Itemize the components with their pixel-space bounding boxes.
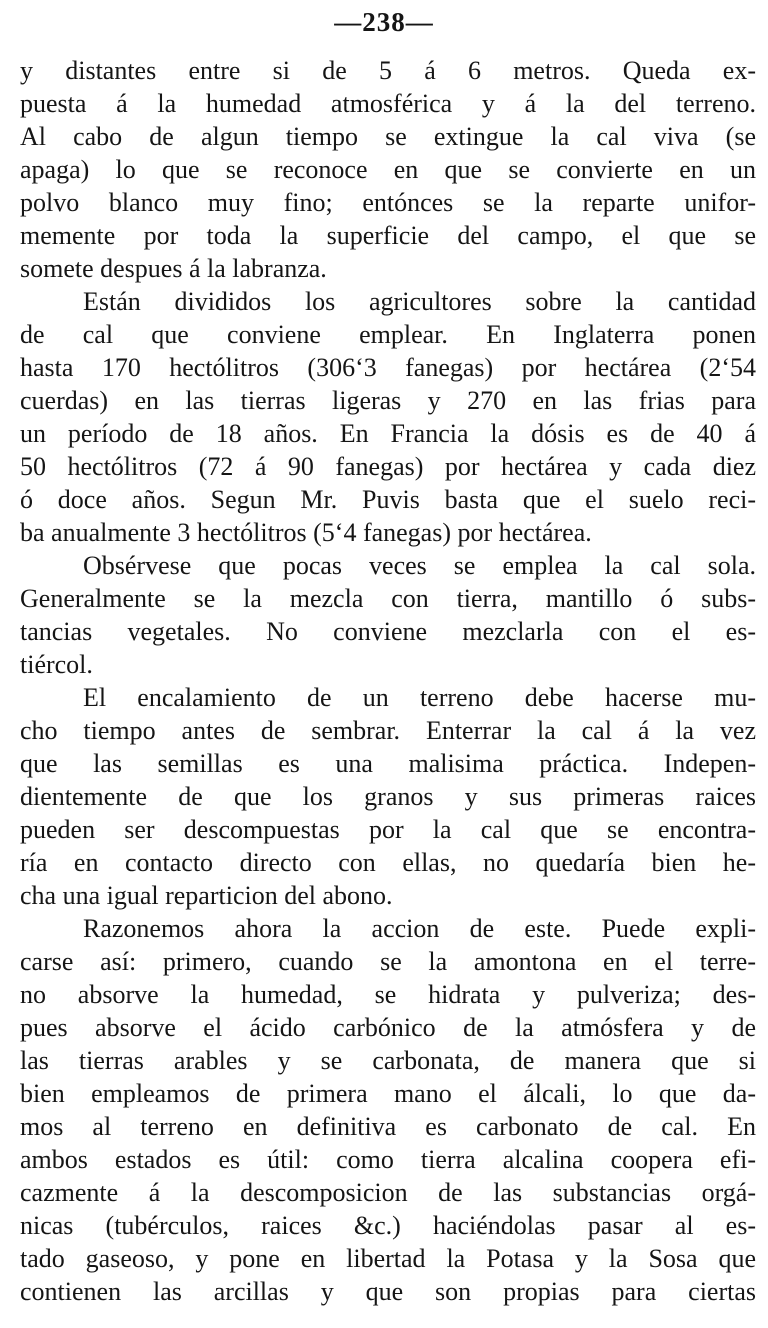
text-line: apaga) lo que se reconoce en que se convierte en un: [20, 155, 756, 184]
text-line: Obsérvese que pocas veces se emplea la cal sola.: [83, 551, 756, 580]
text-line: nicas (tubérculos, raices &c.) haciéndolas pasar al es-: [20, 1211, 756, 1240]
text-line: El encalamiento de un terreno debe hacerse mu-: [83, 683, 756, 712]
paragraph: [20, 681, 756, 912]
text-line: cazmente á la descomposicion de las substancias orgá-: [20, 1178, 756, 1207]
text-line: pueden ser descompuestas por la cal que se encontra-: [20, 815, 756, 844]
text-line: tiércol.: [20, 650, 93, 679]
text-line: 50 hectólitros (72 á 90 fanegas) por hectárea y cada diez: [20, 452, 756, 481]
text-line: hasta 170 hectólitros (306‘3 fanegas) por hectárea (2‘54: [20, 353, 756, 382]
text-line: ambos estados es útil: como tierra alcalina coopera efi-: [20, 1145, 756, 1174]
text-line: Al cabo de algun tiempo se extingue la cal viva (se: [20, 122, 756, 151]
text-line: cho tiempo antes de sembrar. Enterrar la cal á la vez: [20, 716, 756, 745]
text-line: contienen las arcillas y que son propias para ciertas: [20, 1277, 756, 1306]
text-line: Están divididos los agricultores sobre la cantidad: [83, 287, 756, 316]
text-line: y distantes entre si de 5 á 6 metros. Queda ex-: [20, 56, 756, 85]
text-line: somete despues á la labranza.: [20, 254, 327, 283]
paragraph: [20, 54, 756, 285]
text-line: bien empleamos de primera mano el álcali, lo que da-: [20, 1079, 756, 1108]
text-line: no absorve la humedad, se hidrata y pulveriza; des-: [20, 980, 756, 1009]
page-number: —238—: [334, 7, 434, 37]
text-line: ó doce años. Segun Mr. Puvis basta que el suelo reci-: [20, 485, 756, 514]
text-line: Razonemos ahora la accion de este. Puede expli-: [83, 914, 756, 943]
text-line: mos al terreno en definitiva es carbonato de cal. En: [20, 1112, 756, 1141]
text-line: cuerdas) en las tierras ligeras y 270 en las frias para: [20, 386, 756, 415]
text-line: ría en contacto directo con ellas, no quedaría bien he-: [20, 848, 756, 877]
text-line: tancias vegetales. No conviene mezclarla con el es-: [20, 617, 756, 646]
text-line: un período de 18 años. En Francia la dósis es de 40 á: [20, 419, 756, 448]
text-line: de cal que conviene emplear. En Inglaterra ponen: [20, 320, 756, 349]
paragraph: [20, 912, 756, 1308]
text-line: pues absorve el ácido carbónico de la atmósfera y de: [20, 1013, 756, 1042]
text-line: carse así: primero, cuando se la amontona en el terre-: [20, 947, 756, 976]
text-line: ba anualmente 3 hectólitros (5‘4 fanegas) por hectárea.: [20, 518, 592, 547]
text-line: cha una igual reparticion del abono.: [20, 881, 393, 910]
text-line: dientemente de que los granos y sus primeras raices: [20, 782, 756, 811]
text-line: memente por toda la superficie del campo, el que se: [20, 221, 756, 250]
text-line: polvo blanco muy fino; entónces se la reparte unifor-: [20, 188, 756, 217]
text-line: tado gaseoso, y pone en libertad la Potasa y la Sosa que: [20, 1244, 756, 1273]
body-text: [20, 54, 756, 1308]
text-line: las tierras arables y se carbonata, de manera que si: [20, 1046, 756, 1075]
text-line: que las semillas es una malisima práctica. Indepen-: [20, 749, 756, 778]
text-line: Generalmente se la mezcla con tierra, mantillo ó subs-: [20, 584, 756, 613]
paragraph: [20, 285, 756, 549]
paragraph: [20, 549, 756, 681]
text-line: puesta á la humedad atmosférica y á la del terreno.: [20, 89, 756, 118]
